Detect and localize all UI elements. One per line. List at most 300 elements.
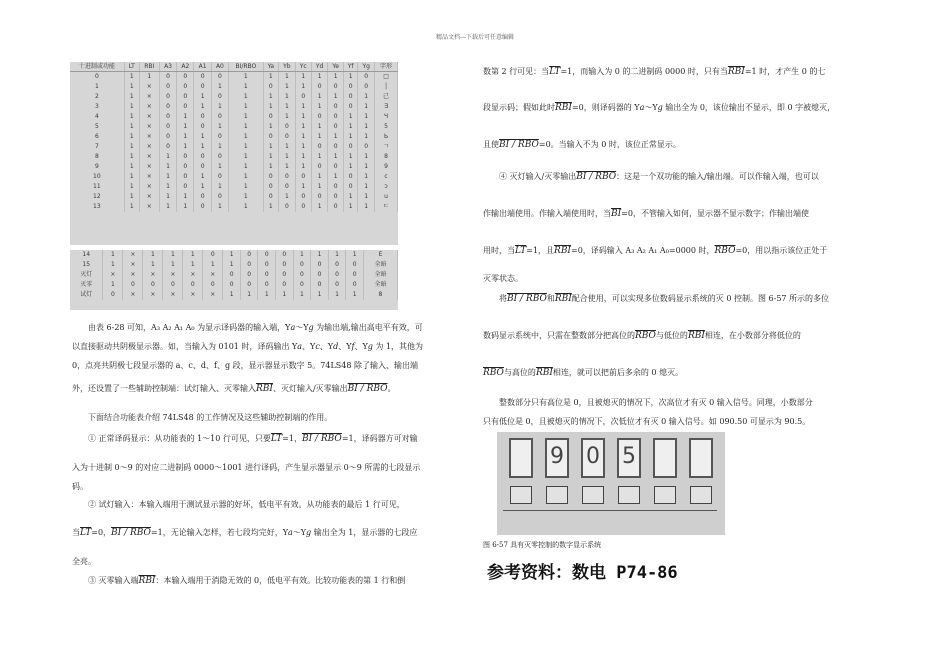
table-cell: 0 — [263, 132, 278, 142]
table-cell: 0 — [328, 102, 343, 112]
table-cell: 1 — [311, 92, 328, 102]
table-cell: 0 — [177, 102, 194, 112]
table-header-cell: Yb — [279, 62, 296, 72]
table-row — [70, 82, 398, 92]
table-cell: 1 — [263, 92, 278, 102]
table-header-cell: A0 — [211, 62, 228, 72]
table-cell: 0 — [70, 72, 124, 83]
table-cell: 1 — [328, 92, 343, 102]
figure-caption: 图 6-57 具有灭零控制的数字显示系统 — [483, 541, 602, 549]
table-cell: 1 — [263, 102, 278, 112]
table-cell: 1 — [211, 102, 228, 112]
decoder-chip — [546, 486, 568, 504]
table-cell: 1 — [343, 202, 357, 212]
table-cell: 13 — [70, 202, 124, 212]
function-table-image-lower — [70, 250, 398, 310]
right-line-1: 数第 2 行可见：当$\overline{LT}=1$，而输入为 0 的二进制码 0000 时，只有当$\overline{RBI}=1$ 时，才产生 0 的七 — [483, 67, 826, 77]
table-cell: 0 — [258, 260, 276, 270]
table-cell: 0 — [177, 152, 194, 162]
table-cell: 1 — [279, 82, 296, 92]
table-cell: 1 — [311, 182, 328, 192]
table-cell: 1 — [229, 182, 264, 192]
table-cell: 1 — [203, 260, 223, 270]
table-row — [70, 290, 398, 300]
table-cell: 1 — [124, 92, 139, 102]
table-cell: × — [203, 290, 223, 300]
table-cell: 1 — [211, 82, 228, 92]
table-cell: 0 — [194, 202, 211, 212]
table-cell: 0 — [358, 142, 375, 152]
table-cell: 1 — [124, 82, 139, 92]
table-cell: 1 — [358, 202, 375, 212]
table-cell: 0 — [311, 162, 328, 172]
table-cell: 0 — [311, 270, 329, 280]
table-cell: 1 — [279, 142, 296, 152]
table-cell: × — [103, 270, 123, 280]
table-header-cell: LT — [124, 62, 139, 72]
table-cell: × — [203, 270, 223, 280]
table-cell: 1 — [295, 112, 311, 122]
table-cell: 1 — [194, 102, 211, 112]
table-cell: 0 — [276, 260, 294, 270]
table-cell: 0 — [328, 270, 346, 280]
table-cell: 1 — [358, 122, 375, 132]
table-cell: 1 — [311, 122, 328, 132]
table-cell: 0 — [194, 112, 211, 122]
table-cell: 1 — [143, 260, 163, 270]
table-cell: 0 — [194, 82, 211, 92]
table-cell: 1 — [124, 182, 139, 192]
table-cell: 0 — [346, 280, 364, 290]
table-cell: 0 — [343, 182, 357, 192]
table-cell: 1 — [358, 192, 375, 202]
table-cell: 0 — [177, 72, 194, 83]
table-cell: 1 — [358, 92, 375, 102]
table-cell: 1 — [159, 182, 176, 192]
table-cell: 1 — [124, 132, 139, 142]
table-cell: 1 — [311, 132, 328, 142]
table-cell: 0 — [240, 260, 258, 270]
table-cell: 1 — [159, 152, 176, 162]
table-cell: 全暗 — [363, 260, 397, 270]
table-cell: × — [123, 260, 143, 270]
table-cell: 4 — [70, 112, 124, 122]
table-cell: 1 — [229, 112, 264, 122]
table-cell: 0 — [328, 122, 343, 132]
table-cell: 0 — [328, 162, 343, 172]
table-cell: 1 — [194, 172, 211, 182]
table-cell: 试灯 — [70, 290, 103, 300]
table-cell: 1 — [263, 152, 278, 162]
table-cell: × — [139, 92, 159, 102]
table-cell: 1 — [295, 182, 311, 192]
table-cell: 1 — [311, 152, 328, 162]
table-cell: 0 — [279, 132, 296, 142]
table-cell: × — [143, 270, 163, 280]
decoder-chip — [654, 486, 676, 504]
table-cell: 1 — [124, 152, 139, 162]
table-cell: 1 — [358, 152, 375, 162]
table-row — [70, 202, 398, 212]
table-cell: 0 — [328, 192, 343, 202]
table-cell: 0 — [177, 92, 194, 102]
table-cell: × — [139, 102, 159, 112]
table-cell: 1 — [328, 250, 346, 260]
table-cell: 0 — [258, 280, 276, 290]
table-cell: 1 — [124, 172, 139, 182]
right-line-2: 段显示码；假如此时$\overline{RBI}=0$，则译码器的 Y𝑎～Y𝑔 输出全为 0，该位输出不显示，即 0 字被熄灭， — [483, 103, 836, 113]
table-cell: 1 — [295, 132, 311, 142]
table-row — [70, 122, 398, 132]
table-cell: 1 — [124, 142, 139, 152]
table-cell: 1 — [70, 82, 124, 92]
table-header-cell: Yd — [311, 62, 328, 72]
table-cell: 1 — [343, 152, 357, 162]
table-cell: 0 — [263, 182, 278, 192]
table-cell: 1 — [194, 132, 211, 142]
table-row — [70, 162, 398, 172]
table-cell: 1 — [311, 290, 329, 300]
table-cell: × — [139, 82, 159, 92]
table-cell: 1 — [229, 142, 264, 152]
table-cell: 1 — [295, 162, 311, 172]
table-cell: 0 — [159, 72, 176, 83]
table-cell: 1 — [159, 162, 176, 172]
table-cell: 9 — [70, 162, 124, 172]
table-cell: 1 — [211, 122, 228, 132]
right-line-4: ④ 灭灯输入/灭零输出BI / RBO：这是一个双功能的输入/输出端。可以作输入端，也可以 — [499, 172, 819, 182]
table-cell: 9 — [375, 162, 398, 172]
table-cell: 1 — [211, 142, 228, 152]
table-cell: 0 — [328, 260, 346, 270]
table-cell: 1 — [183, 250, 203, 260]
table-cell: × — [139, 202, 159, 212]
table-cell: 1 — [279, 192, 296, 202]
table-cell: 0 — [211, 132, 228, 142]
table-cell: 1 — [229, 122, 264, 132]
table-cell: 1 — [328, 72, 343, 83]
table-cell: 0 — [343, 82, 357, 92]
table-cell: 0 — [177, 162, 194, 172]
table-cell: 1 — [103, 260, 123, 270]
table-cell: 1 — [279, 112, 296, 122]
table-header-cell: Ye — [328, 62, 343, 72]
table-cell: 1 — [177, 122, 194, 132]
table-cell: 1 — [103, 280, 123, 290]
table-cell: 0 — [295, 92, 311, 102]
table-row — [70, 92, 398, 102]
table-cell: 0 — [346, 270, 364, 280]
table-cell: 2 — [70, 92, 124, 102]
table-header-row — [70, 62, 398, 72]
table-cell: 1 — [124, 202, 139, 212]
para-1-line-2: 以直接驱动共阴极显示器。如，当输入为 0101 时，译码输出 Y𝑎、Y𝑐、Y𝑑、Y𝑓、Y𝑔 为 1，其他为 — [72, 342, 424, 351]
function-table-lower — [70, 250, 398, 300]
table-cell: 1 — [211, 182, 228, 192]
table-cell: ㄱ — [375, 142, 398, 152]
table-cell: 全暗 — [363, 270, 397, 280]
table-row — [70, 102, 398, 112]
table-cell: 1 — [223, 260, 241, 270]
table-cell: 1 — [295, 82, 311, 92]
table-cell: 1 — [328, 132, 343, 142]
table-cell: 7 — [70, 142, 124, 152]
table-header-cell: Yc — [295, 62, 311, 72]
table-cell: 1 — [229, 82, 264, 92]
table-cell: 1 — [293, 290, 311, 300]
table-cell: 11 — [70, 182, 124, 192]
table-row — [70, 132, 398, 142]
table-cell: 0 — [211, 172, 228, 182]
table-cell: 1 — [177, 132, 194, 142]
table-cell: 1 — [293, 250, 311, 260]
table-cell: c — [375, 172, 398, 182]
table-cell: 0 — [328, 112, 343, 122]
table-cell: 1 — [211, 162, 228, 172]
table-row — [70, 250, 398, 260]
table-cell: 0 — [311, 192, 328, 202]
decoder-chip — [618, 486, 640, 504]
table-cell: 0 — [311, 112, 328, 122]
table-cell: 0 — [295, 192, 311, 202]
rbi-rbo-wire — [503, 510, 717, 511]
table-cell: 1 — [346, 290, 364, 300]
table-cell: E — [363, 250, 397, 260]
table-cell: 0 — [194, 122, 211, 132]
table-cell: 0 — [263, 82, 278, 92]
table-cell: 0 — [211, 92, 228, 102]
table-cell: 0 — [183, 280, 203, 290]
table-cell: 1 — [163, 250, 183, 260]
table-cell: 0 — [295, 172, 311, 182]
table-cell: 0 — [279, 122, 296, 132]
table-cell: 6 — [70, 132, 124, 142]
table-cell: 0 — [279, 172, 296, 182]
table-row — [70, 142, 398, 152]
table-cell: Ч — [375, 112, 398, 122]
table-header-cell: A1 — [194, 62, 211, 72]
table-cell: 0 — [163, 280, 183, 290]
table-header-cell: Ya — [263, 62, 278, 72]
table-cell: × — [139, 162, 159, 172]
table-cell: 0 — [279, 182, 296, 192]
table-cell: 1 — [343, 162, 357, 172]
table-cell: 1 — [229, 132, 264, 142]
function-table-image — [70, 62, 398, 245]
table-cell: 1 — [159, 202, 176, 212]
table-cell: 0 — [276, 270, 294, 280]
table-cell: 5 — [375, 122, 398, 132]
table-cell: 0 — [194, 72, 211, 83]
table-cell: 1 — [263, 202, 278, 212]
table-row — [70, 280, 398, 290]
table-row — [70, 260, 398, 270]
table-cell: 0 — [223, 270, 241, 280]
table-cell: 0 — [159, 122, 176, 132]
table-cell: 0 — [276, 250, 294, 260]
table-cell: 1 — [229, 202, 264, 212]
table-cell: 0 — [358, 82, 375, 92]
table-cell: 1 — [328, 152, 343, 162]
table-cell: 0 — [293, 270, 311, 280]
right-line-10: $\overline{RBO}$与高位的$\overline{RBI}$相连，就可以把前后多余的 0 熄灭。 — [483, 368, 684, 378]
decoder-chip — [582, 486, 604, 504]
table-cell: 1 — [159, 172, 176, 182]
table-cell: 0 — [328, 182, 343, 192]
seven-seg-digit-4: 5 — [617, 438, 641, 478]
table-cell: 1 — [343, 132, 357, 142]
table-cell: 1 — [311, 172, 328, 182]
table-cell: 1 — [358, 132, 375, 142]
seven-seg-digit-5 — [653, 438, 677, 478]
table-cell: 8 — [70, 152, 124, 162]
table-cell: 己 — [375, 92, 398, 102]
table-cell: 1 — [358, 112, 375, 122]
table-cell: 1 — [343, 192, 357, 202]
table-cell: 1 — [258, 290, 276, 300]
table-cell: 1 — [229, 92, 264, 102]
seven-seg-digit-1 — [509, 438, 533, 478]
table-cell: ɔ — [375, 182, 398, 192]
table-cell: 0 — [194, 192, 211, 202]
table-cell: 1 — [177, 202, 194, 212]
table-cell: 1 — [346, 250, 364, 260]
table-cell: 1 — [143, 250, 163, 260]
table-row — [70, 112, 398, 122]
table-cell: 0 — [194, 152, 211, 162]
para-2: 下面结合功能表介绍 74LS48 的工作情况及这些辅助控制端的作用。 — [88, 413, 333, 422]
table-cell: 1 — [211, 202, 228, 212]
table-cell: 0 — [263, 172, 278, 182]
table-cell: 1 — [223, 250, 241, 260]
table-cell: 1 — [263, 122, 278, 132]
table-cell: 0 — [276, 280, 294, 290]
table-cell: 1 — [358, 162, 375, 172]
table-cell: 1 — [229, 102, 264, 112]
table-cell: 1 — [295, 142, 311, 152]
table-cell: 15 — [70, 260, 103, 270]
table-cell: 1 — [311, 72, 328, 83]
right-line-11: 整数部分只有高位是 0，且被熄灭的情况下，次高位才有灭 0 输入信号。同理，小数部分 — [499, 398, 813, 407]
seven-seg-digit-6 — [689, 438, 713, 478]
table-cell: 1 — [279, 72, 296, 83]
table-cell: 0 — [311, 142, 328, 152]
table-row — [70, 152, 398, 162]
table-cell: 1 — [177, 192, 194, 202]
table-cell: 0 — [258, 270, 276, 280]
table-cell: 12 — [70, 192, 124, 202]
table-cell: 1 — [311, 250, 329, 260]
table-cell: 10 — [70, 172, 124, 182]
table-cell: 1 — [295, 72, 311, 83]
table-cell: 1 — [139, 72, 159, 83]
table-cell: × — [139, 172, 159, 182]
table-cell: 0 — [159, 82, 176, 92]
table-row — [70, 182, 398, 192]
table-cell: 0 — [311, 82, 328, 92]
function-table — [70, 62, 398, 212]
table-header-cell: 十进制或功能 — [70, 62, 124, 72]
table-cell: 0 — [240, 250, 258, 260]
table-header-cell: 字形 — [375, 62, 398, 72]
table-cell: 0 — [311, 260, 329, 270]
table-cell: 1 — [343, 72, 357, 83]
table-cell: 0 — [258, 250, 276, 260]
table-cell: │ — [375, 82, 398, 92]
table-cell: 1 — [177, 112, 194, 122]
table-cell: 1 — [311, 102, 328, 112]
para-1-line-4: 外，还设置了一些辅助控制端：试灯输入、灭零输入$\overline{RBI}$、灭灯输入/灭零输出BI / RBO。 — [72, 384, 396, 394]
table-cell: 灭灯 — [70, 270, 103, 280]
table-cell: 1 — [163, 260, 183, 270]
table-cell: 1 — [295, 152, 311, 162]
table-cell: × — [123, 290, 143, 300]
table-cell: × — [163, 290, 183, 300]
table-cell: 0 — [343, 102, 357, 112]
para-3-line-3: 码。 — [72, 482, 88, 491]
table-cell: × — [183, 290, 203, 300]
table-cell: 1 — [194, 92, 211, 102]
table-cell: 0 — [358, 72, 375, 83]
table-cell: 0 — [194, 162, 211, 172]
table-cell: 1 — [229, 152, 264, 162]
table-cell: u — [375, 192, 398, 202]
decoder-chip — [690, 486, 712, 504]
table-row — [70, 192, 398, 202]
table-cell: 0 — [223, 280, 241, 290]
right-line-5: 作输出端使用。作输入端使用时，当$\overline{BI}=0$，不管输入如何，显示器不显示数字；作输出端使 — [483, 209, 809, 219]
table-cell: 0 — [328, 202, 343, 212]
table-cell: 1 — [263, 162, 278, 172]
table-cell: 0 — [177, 172, 194, 182]
table-cell: 0 — [143, 280, 163, 290]
table-cell: 1 — [159, 192, 176, 202]
table-header-cell: RBI — [139, 62, 159, 72]
table-cell: □ — [375, 72, 398, 83]
page-header: 精品文档---下载后可任意编辑 — [435, 34, 515, 41]
table-row — [70, 172, 398, 182]
table-cell: 0 — [346, 260, 364, 270]
table-cell: 1 — [276, 290, 294, 300]
table-cell: 0 — [177, 82, 194, 92]
table-cell: 1 — [263, 142, 278, 152]
table-header-cell: Yf — [343, 62, 357, 72]
table-cell: 0 — [159, 102, 176, 112]
table-cell: 14 — [70, 250, 103, 260]
table-cell: 0 — [211, 152, 228, 162]
table-cell: 0 — [159, 92, 176, 102]
table-cell: × — [143, 290, 163, 300]
table-cell: 1 — [124, 122, 139, 132]
table-cell: 1 — [358, 102, 375, 112]
table-cell: 1 — [124, 192, 139, 202]
table-cell: 0 — [263, 112, 278, 122]
table-cell: × — [139, 132, 159, 142]
table-cell: Ь — [375, 132, 398, 142]
right-line-6: 用时，当$\overline{LT}=1$，且$\overline{RBI}=0$，译码输入 A₃ A₂ A₁ A₀=0000 时，$\overline{RBO}=0$，用以指示该位正处于 — [483, 246, 828, 256]
table-cell: 8 — [375, 152, 398, 162]
para-4-line-1: ② 试灯输入：本输入端用于测试显示器的好坏，低电平有效。从功能表的最后 1 行可见， — [88, 500, 405, 509]
table-cell: 1 — [124, 72, 139, 83]
table-cell: 0 — [343, 142, 357, 152]
table-cell: ∃ — [375, 102, 398, 112]
table-cell: 0 — [311, 280, 329, 290]
table-cell: 1 — [295, 102, 311, 112]
table-cell: 0 — [240, 270, 258, 280]
table-cell: 0 — [279, 202, 296, 212]
table-cell: 3 — [70, 102, 124, 112]
table-cell: × — [139, 112, 159, 122]
